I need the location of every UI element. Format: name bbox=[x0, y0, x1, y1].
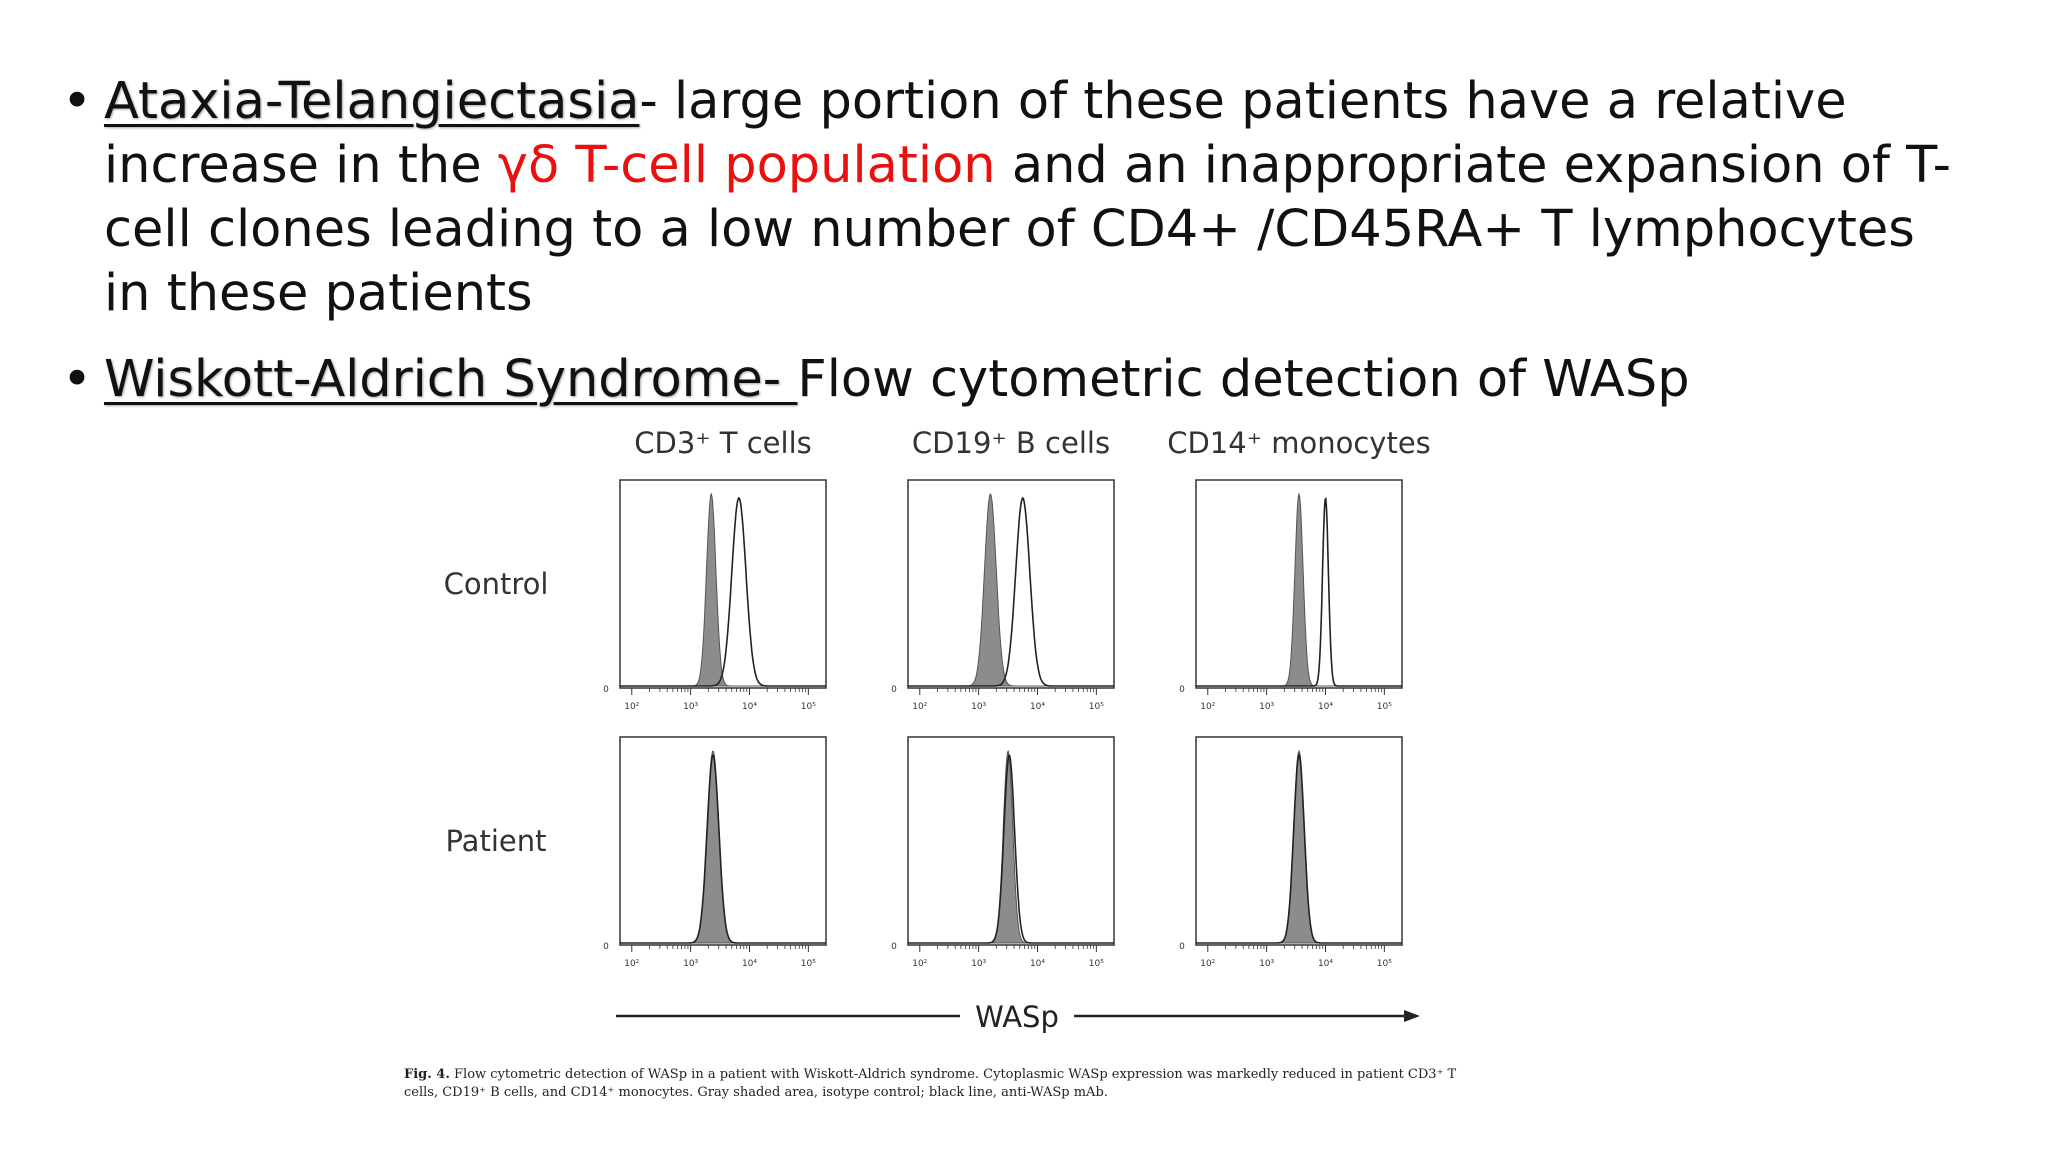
ataxia-text-1: - large portion of these patients have a relative increase in the bbox=[104, 72, 1847, 195]
x-tick-label: 10⁴ bbox=[1029, 702, 1046, 712]
x-tick-label: 10⁵ bbox=[1088, 702, 1104, 712]
arrow-head-icon bbox=[1404, 1010, 1420, 1022]
x-tick-label: 10⁴ bbox=[1029, 959, 1046, 969]
wiskott-text: Flow cytometric detection of WASp bbox=[797, 350, 1690, 409]
term-wiskott: Wiskott-Aldrich Syndrome- bbox=[104, 350, 798, 409]
x-tick-label: 10⁵ bbox=[1376, 702, 1392, 712]
x-tick-label: 10³ bbox=[971, 702, 987, 712]
caption-text: Flow cytometric detection of WASp in a patient with Wiskott-Aldrich syndrome. Cytoplasmic WASp expression was markedly reduced in patient CD3⁺ T cells, CD19⁺ B cells, and CD14⁺ monocytes. Gray shaded area, isotype control; black line, anti-WASp mAb. bbox=[404, 1067, 1457, 1100]
x-tick-label: 10³ bbox=[683, 959, 699, 969]
term-ataxia: Ataxia-Telangiectasia bbox=[104, 72, 640, 131]
wasp-axis-label: WASp bbox=[975, 1000, 1059, 1034]
x-tick-label: 10² bbox=[1200, 702, 1216, 712]
y-tick-label: 0 bbox=[603, 942, 609, 952]
x-tick-label: 10² bbox=[624, 959, 640, 969]
y-tick-label: 0 bbox=[891, 942, 897, 952]
x-tick-label: 10⁵ bbox=[800, 702, 816, 712]
x-tick-label: 10⁴ bbox=[1317, 702, 1334, 712]
y-tick-label: 0 bbox=[603, 685, 609, 695]
x-tick-label: 10⁴ bbox=[741, 959, 758, 969]
x-tick-label: 10² bbox=[912, 959, 928, 969]
y-tick-label: 0 bbox=[1179, 942, 1185, 952]
bullet-dot: • bbox=[62, 72, 93, 131]
histogram-frame bbox=[620, 480, 826, 688]
y-tick-label: 0 bbox=[891, 685, 897, 695]
x-tick-label: 10³ bbox=[971, 959, 987, 969]
bullet-dot: • bbox=[62, 350, 93, 409]
histogram-frame bbox=[908, 480, 1114, 688]
column-title: CD3⁺ T cells bbox=[634, 426, 812, 460]
row-label: Patient bbox=[445, 824, 547, 858]
x-tick-label: 10⁵ bbox=[1376, 959, 1392, 969]
x-tick-label: 10³ bbox=[683, 702, 699, 712]
y-tick-label: 0 bbox=[1179, 685, 1185, 695]
figure-caption bbox=[404, 1066, 1484, 1102]
x-tick-label: 10² bbox=[624, 702, 640, 712]
x-tick-label: 10⁴ bbox=[1317, 959, 1334, 969]
x-tick-label: 10² bbox=[912, 702, 928, 712]
row-label: Control bbox=[443, 567, 549, 601]
column-title: CD14⁺ monocytes bbox=[1167, 426, 1431, 460]
gamma-delta-highlight: γδ T-cell population bbox=[497, 136, 996, 195]
x-tick-label: 10³ bbox=[1259, 959, 1275, 969]
x-tick-label: 10² bbox=[1200, 959, 1216, 969]
x-tick-label: 10⁵ bbox=[1088, 959, 1104, 969]
column-title: CD19⁺ B cells bbox=[911, 426, 1111, 460]
ataxia-text-2: and an inappropriate expansion of T-cell clones leading to a low number of CD4+ /CD45RA+ T lymphocytes in these patients bbox=[104, 136, 1951, 323]
x-tick-label: 10³ bbox=[1259, 702, 1275, 712]
x-tick-label: 10⁴ bbox=[741, 702, 758, 712]
x-tick-label: 10⁵ bbox=[800, 959, 816, 969]
caption-fig-label: Fig. 4. bbox=[404, 1067, 450, 1082]
